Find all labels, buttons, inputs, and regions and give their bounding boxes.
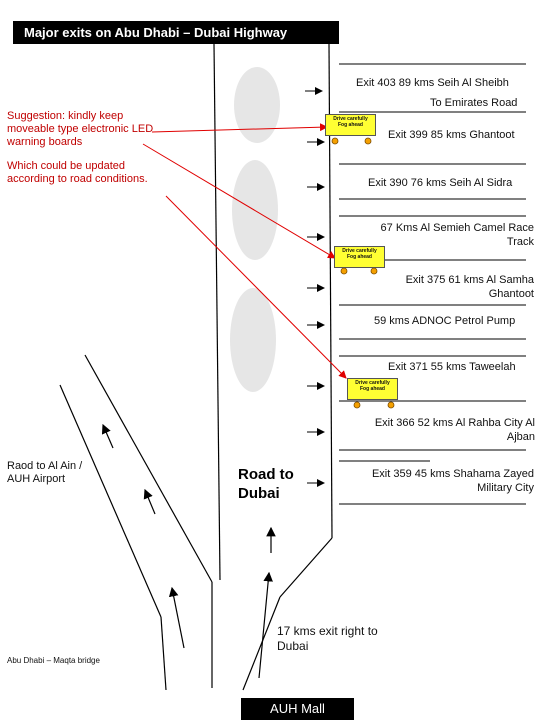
exit-label: Exit 399 85 kms Ghantoot [388, 129, 515, 141]
median-island [234, 67, 280, 143]
exit-label: Exit 390 76 kms Seih Al Sidra [368, 177, 513, 189]
exit-label: Exit 375 61 kms Al Samha Ghantoot [405, 274, 534, 300]
traffic-arrows [103, 425, 271, 678]
auh-mall-label: AUH Mall [241, 698, 354, 720]
exit-label: Exit 403 89 kms Seih Al Sheibh [356, 77, 509, 89]
exit-label: Exit 359 45 kms Shahama Zayed Military City [371, 468, 534, 494]
board-line: Drive carefully [342, 248, 377, 254]
bridge-left-edge [161, 617, 166, 690]
exit-label: 59 kms ADNOC Petrol Pump [374, 315, 516, 327]
led-warning-board [325, 114, 376, 136]
diagram-title: Major exits on Abu Dhabi – Dubai Highway [13, 21, 339, 44]
exit-label: 67 Kms Al Semieh Camel Race Track [380, 222, 534, 248]
exit-arrows [305, 91, 324, 483]
led-warning-board [334, 246, 385, 268]
board-line: Drive carefully [355, 380, 390, 386]
suggestion-text: Suggestion: kindly keep moveable type electronic LED warning boards [7, 110, 154, 148]
exit-label: Exit 371 55 kms Taweelah [388, 361, 516, 373]
bridge-label: Abu Dhabi – Maqta bridge [7, 656, 100, 665]
board-line: Drive carefully [333, 116, 368, 122]
road-to-dubai-label: Road to Dubai [238, 466, 294, 502]
board-line: Fog ahead [359, 386, 385, 392]
board-line: Fog ahead [337, 122, 363, 128]
exit-right-label: 17 kms exit right to Dubai [277, 624, 378, 653]
board-line: Fog ahead [346, 254, 372, 260]
median-island [230, 288, 276, 392]
exit-label: To Emirates Road [430, 97, 518, 109]
bridge-right-road-edge [243, 597, 280, 690]
highway-right-lower-edge [280, 538, 332, 597]
exit-label: Exit 366 52 kms Al Rahba City Al Ajban [374, 417, 535, 443]
led-warning-board [347, 378, 398, 400]
airport-road-edge [60, 385, 161, 617]
airport-road-label: Raod to Al Ain / AUH Airport [7, 460, 83, 485]
highway-left-edge [214, 44, 220, 580]
suggestion-text: Which could be updated according to road conditions. [7, 160, 148, 185]
